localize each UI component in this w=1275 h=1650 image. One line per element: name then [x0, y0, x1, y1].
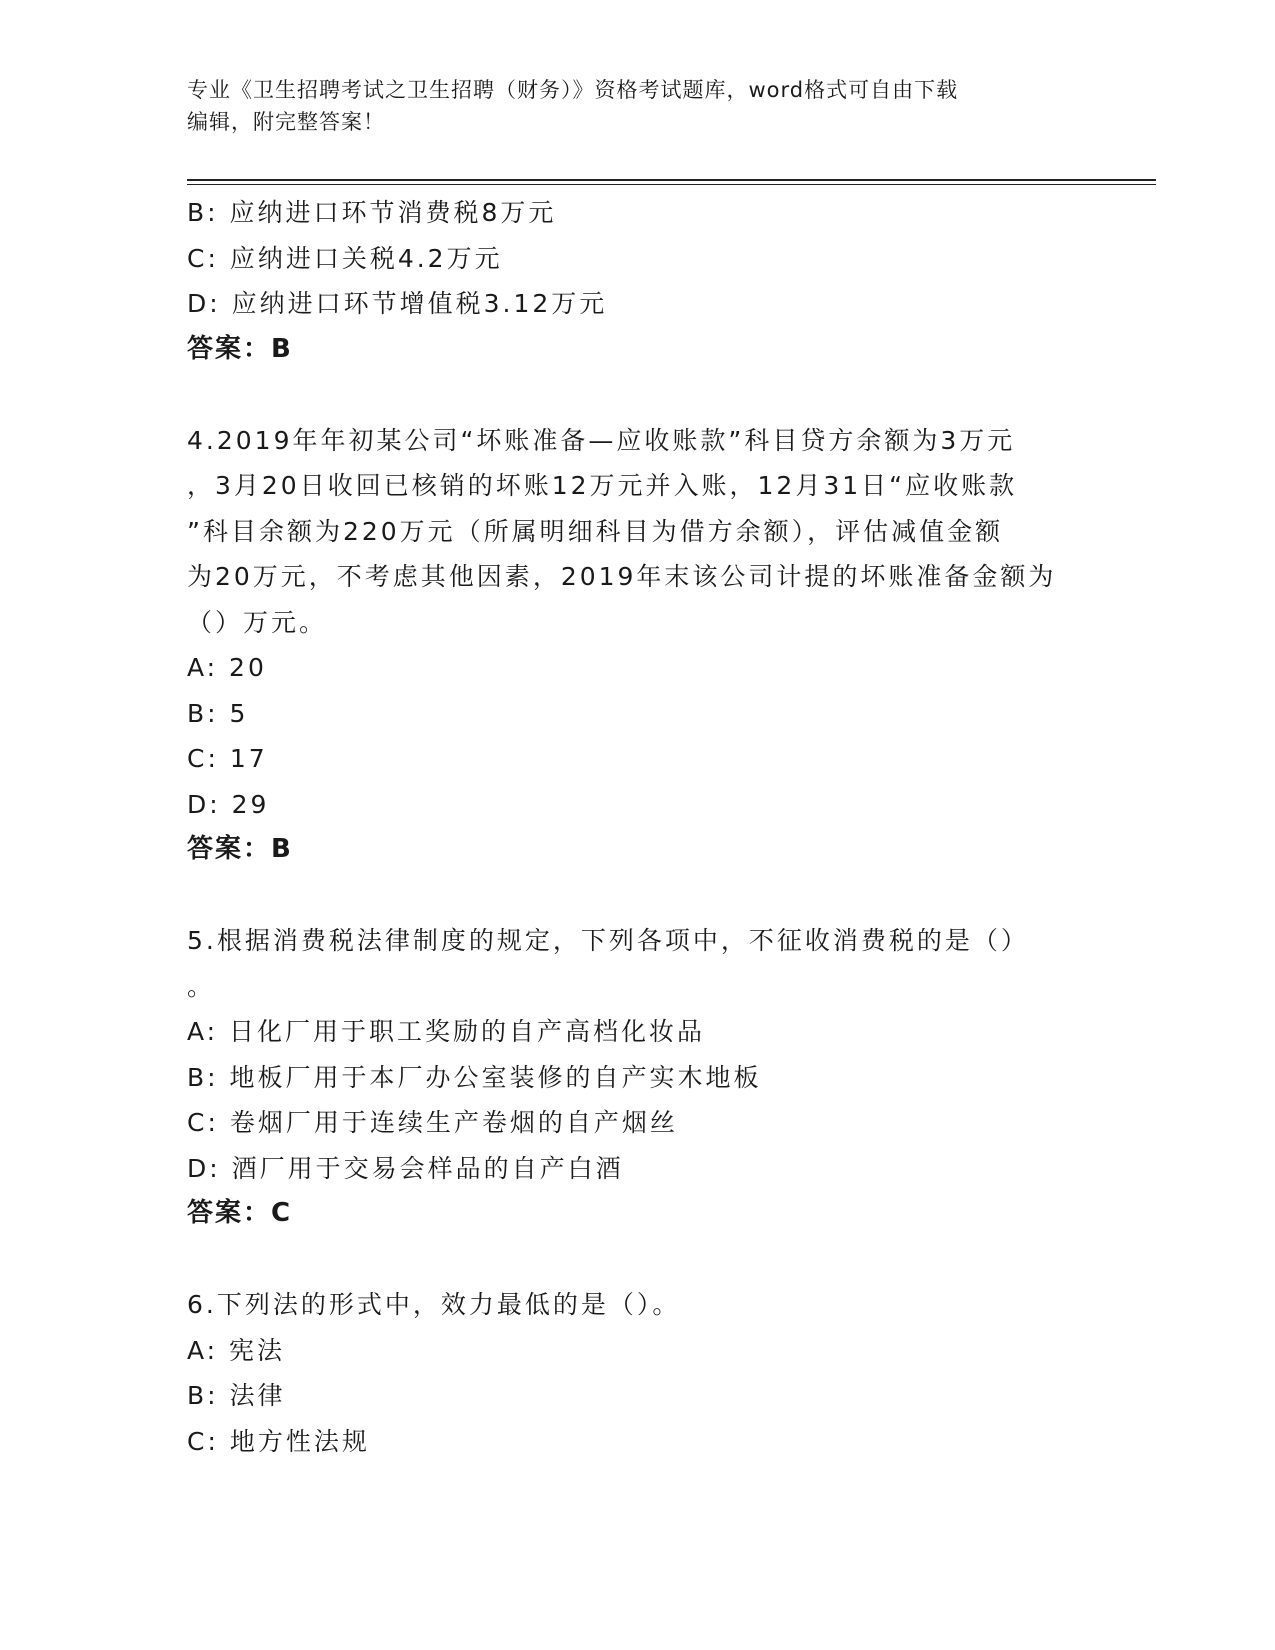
spacer	[187, 873, 1087, 919]
question-text-line: 4.2019年年初某公司“坏账准备—应收账款”科目贷方余额为3万元	[187, 425, 1016, 455]
option-d: D: 29	[187, 789, 270, 819]
option-c: C: 卷烟厂用于连续生产卷烟的自产烟丝	[187, 1108, 678, 1137]
question-text-line: 。	[187, 971, 216, 1001]
option-b: B: 法律	[187, 1381, 286, 1410]
question-text-line: 5.根据消费税法律制度的规定，下列各项中，不征收消费税的是（）	[187, 926, 1029, 955]
option-a: A: 20	[187, 653, 267, 682]
option-b: B: 应纳进口环节消费税8万元	[187, 198, 557, 227]
header-line-2: 编辑，附完整答案！	[187, 110, 385, 134]
header-divider-thin	[187, 184, 1156, 185]
question-text-line: ”科目余额为220万元（所属明细科目为借方余额），评估减值金额	[187, 516, 1004, 546]
question-4	[187, 418, 1087, 873]
question-text-line: ，3月20日收回已核销的坏账12万元并入账，12月31日“应收账款	[187, 471, 1018, 500]
header-line-1: 专业《卫生招聘考试之卫生招聘（财务）》资格考试题库，word格式可自由下载	[187, 78, 959, 102]
question-5	[187, 918, 1087, 1237]
option-c: C: 应纳进口关税4.2万元	[187, 243, 503, 273]
answer-line: 答案：B	[187, 333, 293, 364]
question-text-line: 为20万元，不考虑其他因素，2019年末该公司计提的坏账准备金额为	[187, 562, 1057, 591]
header-divider-thick	[187, 179, 1156, 181]
question-6	[187, 1282, 1087, 1464]
question-text-line: （）万元。	[187, 607, 328, 637]
option-c: C: 地方性法规	[187, 1426, 370, 1456]
option-b: B: 5	[187, 698, 249, 728]
option-d: D: 应纳进口环节增值税3.12万元	[187, 289, 608, 318]
option-a: A: 日化厂用于职工奖励的自产高档化妆品	[187, 1017, 706, 1046]
answer-line: 答案：B	[187, 834, 293, 864]
question-3	[187, 190, 1087, 372]
option-a: A: 宪法	[187, 1335, 286, 1365]
option-d: D: 酒厂用于交易会样品的自产白酒	[187, 1153, 624, 1183]
option-b: B: 地板厂用于本厂办公室装修的自产实木地板	[187, 1062, 762, 1092]
question-content	[187, 190, 1087, 1464]
spacer	[187, 1237, 1087, 1283]
question-text-line: 6.下列法的形式中，效力最低的是（）。	[187, 1290, 681, 1319]
spacer	[187, 372, 1087, 418]
answer-line: 答案：C	[187, 1198, 293, 1228]
option-c: C: 17	[187, 744, 268, 773]
document-header	[187, 74, 1087, 138]
